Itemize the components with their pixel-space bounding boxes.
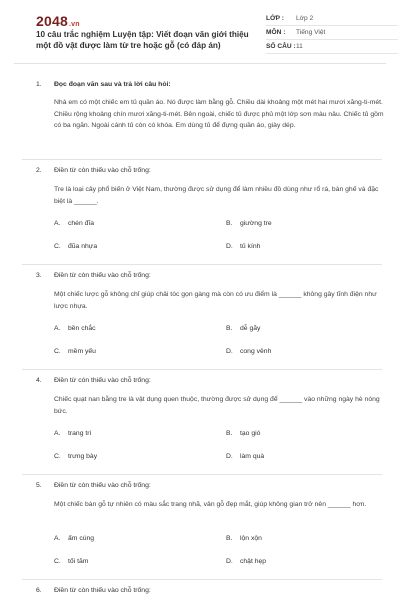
option-b[interactable]: B. tạo gió	[226, 430, 261, 437]
page-title: 10 câu trắc nghiệm Luyện tập: Viết đoạn văn giới thiệu một đồ vật được làm từ tre hoặc gỗ (có đáp án)	[36, 30, 249, 50]
question-divider	[22, 264, 382, 265]
question-instruction: Điền từ còn thiếu vào chỗ trống:	[54, 587, 151, 594]
option-d[interactable]: D. cong vênh	[226, 348, 272, 355]
question-instruction: Điền từ còn thiếu vào chỗ trống:	[54, 377, 151, 384]
meta-key: LỚP :	[266, 15, 284, 22]
meta-row-grade	[266, 12, 398, 26]
option-c[interactable]: C. trưng bày	[54, 453, 98, 460]
question-divider	[22, 474, 382, 475]
question-number: 4.	[36, 377, 42, 384]
option-a[interactable]: A. trang trí	[54, 430, 92, 437]
option-d[interactable]: D. làm quà	[226, 453, 265, 460]
meta-key: SỐ CÂU :	[266, 43, 296, 50]
option-c[interactable]: C. đũa nhựa	[54, 243, 98, 250]
question-number: 6.	[36, 587, 42, 594]
meta-value: Tiếng Việt	[296, 29, 326, 36]
question-text: Một chiếc bàn gỗ tự nhiên có màu sắc trang nhã, vân gỗ đẹp mắt, giúp không gian trở nên ______ hơn.	[54, 501, 367, 508]
option-b[interactable]: B. lộn xộn	[226, 535, 262, 542]
question-divider	[22, 159, 382, 160]
option-d[interactable]: D. tủ kính	[226, 243, 261, 250]
option-b[interactable]: B. dễ gãy	[226, 325, 261, 332]
meta-table	[266, 12, 398, 54]
question-number: 2.	[36, 167, 42, 174]
logo-suffix: .vn	[68, 21, 80, 28]
meta-row-subject	[266, 26, 398, 40]
question-number: 3.	[36, 272, 42, 279]
question-instruction: Điền từ còn thiếu vào chỗ trống:	[54, 272, 151, 279]
question-instruction: Điền từ còn thiếu vào chỗ trống:	[54, 482, 151, 489]
question-instruction: Đọc đoạn văn sau và trả lời câu hỏi:	[54, 81, 171, 88]
option-a[interactable]: A. ấm cúng	[54, 535, 95, 542]
option-b[interactable]: B. giường tre	[226, 220, 272, 227]
question-number: 5.	[36, 482, 42, 489]
option-d[interactable]: D. chật hẹp	[226, 558, 267, 565]
question-text: Tre là loại cây phổ biến ở Việt Nam, thường được sử dụng để làm nhiều đồ dùng như rổ rá, bàn ghế và đặc biệt là ______.	[54, 186, 379, 205]
option-a[interactable]: A. bền chắc	[54, 325, 96, 332]
meta-value: 11	[296, 43, 303, 50]
question-text: Một chiếc lược gỗ không chỉ giúp chải tóc gọn gàng mà còn có ưu điểm là ______ không gây tĩnh điện như lược nhựa.	[54, 291, 377, 310]
option-c[interactable]: C. mềm yếu	[54, 348, 96, 355]
question-divider	[22, 579, 382, 580]
logo-text: 2048	[36, 13, 68, 29]
site-logo[interactable]	[36, 13, 80, 29]
question-instruction: Điền từ còn thiếu vào chỗ trống:	[54, 167, 151, 174]
question-divider	[22, 369, 382, 370]
reading-passage: Nhà em có một chiếc em tủ quần áo. Nó được làm bằng gỗ. Chiều dài khoảng một mét hai mươi xăng-ti-mét. Chiều rộng khoảng chín mươi xăng-ti-mét. Bên ngoài, chiếc tủ được phủ một lớp sơn màu nâu. Chiếc tủ gồm có ba ngăn. Ngoài cánh tủ còn có khóa. Em dùng tủ để đựng quần áo, giày dép.	[54, 99, 384, 129]
question-number: 1.	[36, 81, 42, 88]
meta-row-count	[266, 40, 398, 54]
worksheet-header	[14, 0, 386, 64]
option-a[interactable]: A. chén đĩa	[54, 220, 95, 227]
meta-value: Lớp 2	[296, 15, 314, 22]
option-c[interactable]: C. tối tăm	[54, 558, 89, 565]
meta-key: MÔN :	[266, 29, 286, 36]
question-text: Chiếc quạt nan bằng tre là vật dụng quen thuộc, thường được sử dụng để ______ vào những ngày hè nóng bức.	[54, 396, 380, 415]
